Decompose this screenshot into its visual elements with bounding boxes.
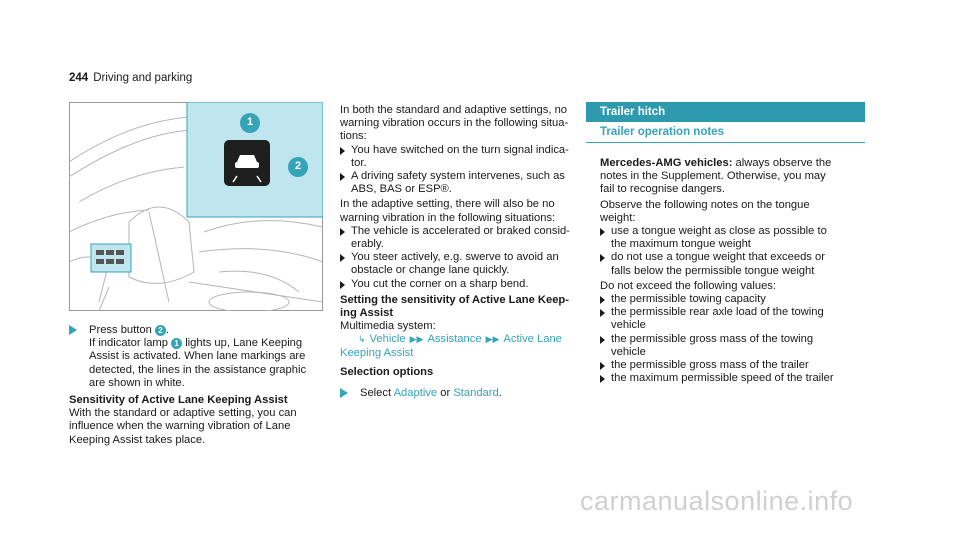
menu-assistance[interactable]: Assistance — [427, 333, 482, 346]
list-text: A driving safety system intervenes, such as — [351, 170, 565, 183]
list-text: the permissible gross mass of the trailer — [611, 359, 809, 372]
para-line: notes in the Supplement. Otherwise, you may — [600, 170, 826, 183]
or-text: or — [440, 387, 451, 400]
bullet-icon — [600, 309, 605, 317]
bullet-icon — [340, 173, 345, 181]
list-item — [340, 278, 580, 291]
para-line: Keeping Assist takes place. — [69, 433, 206, 446]
bullet-icon — [600, 375, 605, 383]
list-text: tor. — [351, 156, 367, 169]
para-line: warning vibration occurs in the following situa- — [340, 117, 569, 130]
section-title: Driving and parking — [93, 72, 193, 84]
list-item — [340, 225, 580, 251]
menu-vehicle[interactable]: Vehicle — [369, 333, 406, 346]
list-text: falls below the permissible tongue weight — [611, 264, 815, 277]
para-line: In both the standard and adaptive settings, no — [340, 104, 568, 116]
step-period: . — [165, 324, 170, 336]
bullet-icon — [600, 362, 605, 370]
list-text: obstacle or change lane quickly. — [351, 264, 510, 277]
period: . — [498, 387, 502, 400]
list-item — [600, 359, 865, 372]
option-standard[interactable]: Standard — [453, 387, 499, 400]
bullet-icon — [600, 296, 605, 304]
para-line: influence when the warning vibration of Lane — [69, 420, 291, 433]
list-text: use a tongue weight as close as possible to — [611, 225, 827, 238]
bullet-icon — [340, 254, 345, 262]
para-line: In the adaptive setting, there will also be no — [340, 198, 555, 211]
setting-heading-cont: ing Assist — [340, 307, 394, 320]
callout-badge-2: 2 — [155, 325, 166, 336]
step-line2a: If indicator lamp — [89, 337, 168, 350]
list-item — [340, 251, 580, 277]
list-item — [600, 225, 865, 251]
bullet-icon — [340, 281, 345, 289]
step-arrow-icon — [340, 388, 348, 398]
callout-2: 2 — [294, 160, 302, 172]
step-select — [340, 387, 580, 400]
setting-heading: Setting the sensitivity of Active Lane Keep- — [340, 293, 569, 306]
menu-active-lane[interactable]: Active Lane — [503, 333, 562, 346]
page-header — [69, 72, 192, 85]
list-text: the permissible rear axle load of the towing — [611, 306, 824, 319]
list-text: the maximum permissible speed of the trailer — [611, 372, 834, 385]
list-text: vehicle — [611, 345, 646, 358]
step-text: Press button — [89, 324, 152, 336]
menu-keeping-assist[interactable]: Keeping Assist — [340, 346, 414, 359]
menu-chevron-icon: ▶▶ — [409, 334, 424, 345]
step-press-button — [69, 324, 329, 390]
para-line: fail to recognise dangers. — [600, 183, 726, 196]
list-text: You steer actively, e.g. swerve to avoid an — [351, 251, 559, 264]
column-2 — [340, 104, 580, 400]
amg-label: Mercedes-AMG vehicles: — [600, 157, 733, 169]
bullet-icon — [600, 254, 605, 262]
column-3 — [600, 157, 865, 385]
trailer-hitch-bar: Trailer hitch — [586, 102, 865, 122]
para-line: With the standard or adaptive setting, you can — [69, 407, 297, 420]
step-line4: detected, the lines in the assistance graphic — [89, 363, 307, 376]
multimedia-label: Multimedia system: — [340, 320, 436, 333]
option-adaptive[interactable]: Adaptive — [393, 387, 438, 400]
bullet-icon — [340, 147, 345, 155]
list-item — [600, 293, 865, 306]
sensitivity-heading: Sensitivity of Active Lane Keeping Assist — [69, 394, 288, 407]
list-text: the permissible towing capacity — [611, 293, 766, 306]
list-item — [600, 333, 865, 359]
step-line5: are shown in white. — [89, 376, 185, 389]
list-item — [600, 306, 865, 332]
para-line: Do not exceed the following values: — [600, 279, 777, 292]
menu-chevron-icon: ▶▶ — [485, 334, 500, 345]
selection-heading: Selection options — [340, 365, 434, 378]
list-text: vehicle — [611, 319, 646, 332]
step-line3: Assist is activated. When lane markings are — [89, 350, 306, 363]
para-line: weight: — [600, 211, 636, 224]
para-line: Observe the following notes on the tongue — [600, 198, 810, 211]
list-text: You cut the corner on a sharp bend. — [351, 277, 529, 290]
list-item — [340, 170, 580, 196]
bullet-icon — [600, 336, 605, 344]
step-arrow-icon — [69, 325, 77, 335]
watermark: carmanualsonline.info — [580, 486, 854, 516]
bullet-icon — [600, 228, 605, 236]
column-1 — [69, 324, 329, 447]
list-text: ABS, BAS or ESP®. — [351, 183, 452, 196]
para-line: warning vibration in the following situations: — [340, 211, 556, 224]
callout-badge-1: 1 — [171, 338, 182, 349]
list-item — [600, 251, 865, 277]
list-text: the permissible gross mass of the towing — [611, 332, 814, 345]
list-text: erably. — [351, 238, 384, 251]
list-text: You have switched on the turn signal indica- — [351, 143, 569, 156]
menu-path — [340, 333, 580, 346]
menu-enter-icon: ↳ — [358, 334, 366, 345]
dashboard-illustration — [69, 102, 323, 311]
select-text: Select — [360, 387, 392, 400]
list-item — [340, 144, 580, 170]
bullet-icon — [340, 228, 345, 236]
trailer-notes-heading: Trailer operation notes — [586, 126, 865, 143]
list-text: the maximum tongue weight — [611, 238, 751, 251]
list-item — [600, 372, 865, 385]
step-line2b: lights up, Lane Keeping — [185, 337, 303, 350]
para-line: always observe the — [735, 157, 832, 169]
list-text: The vehicle is accelerated or braked consid- — [351, 224, 570, 237]
callout-1: 1 — [246, 116, 254, 128]
list-text: do not use a tongue weight that exceeds or — [611, 251, 825, 264]
dashboard-figure — [69, 102, 323, 311]
para-line: tions: — [340, 130, 367, 143]
page-number: 244 — [69, 72, 89, 84]
